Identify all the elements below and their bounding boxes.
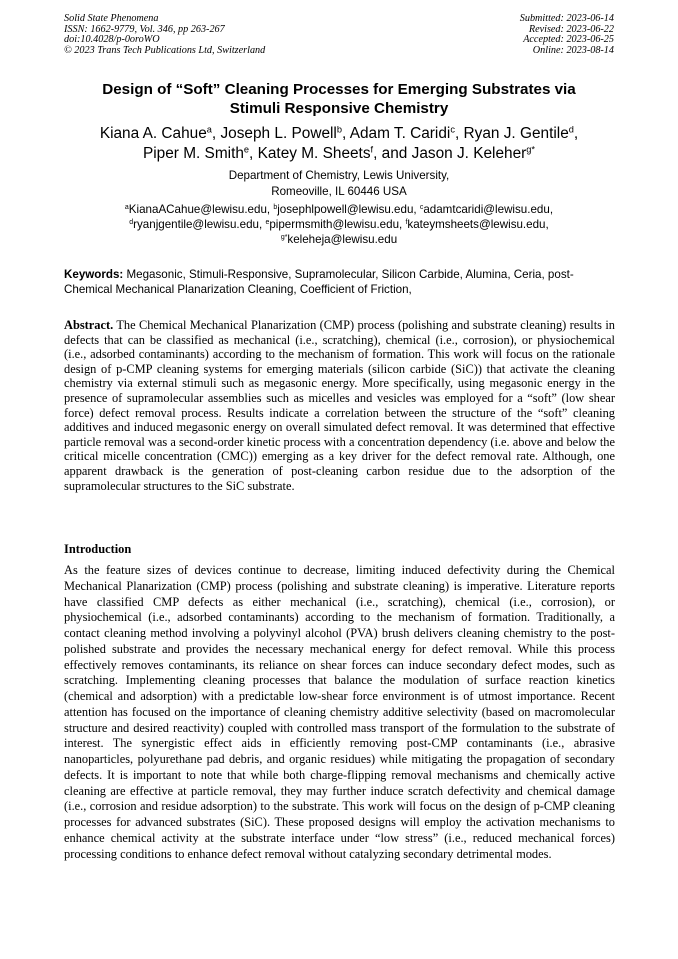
journal-name: Solid State Phenomena <box>64 13 159 24</box>
keywords-label: Keywords: <box>64 268 124 281</box>
author-marker: b <box>336 124 342 135</box>
author <box>412 145 535 162</box>
email-marker: c <box>419 203 424 211</box>
author-text: Joseph L. Powell <box>220 125 337 142</box>
introduction-text: As the feature sizes of devices continue to decrease, limiting induced defectivity during the Chemical Mechanical Planarization (CMP) process (polishing and substrate cleaning) is imperative. Literature reports have classified CMP defects as either mechanical (i.e., scratching), chemical (i.e., corrosion), or physiochemical (i.e., adsorbed contaminants) according to the mechanism of formation. Traditionally, a contact cleaning method involving a polyvinyl alcohol (PVA) brush delivers cleaning chemistry to the post-polished substrate and provides the necessary mechanical energy for defect removal. While this process effectively removes contaminants, its reliance on shear forces can induce secondary defect modes, such as scratching. Implementing cleaning processes that balance the modulation of surface reaction kinetics (chemical and adsorption) with a predictable low-shear force environment is of utmost importance. Recent attention has focused on the importance of cleaning chemistry additive selectivity (based on macromolecular structure and desired reactivity) coupled with controlled mass transport of the formulation to the substrate of interest. The synergistic effect aids in efficiently removing post-CMP contaminants (i.e., abrasive nanoparticles, polyurethane pad debris, and organic residues) while mitigating the propagation of secondary defects. It is important to note that while both charge-flipping removal mechanisms and chemically active cleaning are effective at particle removal, they may further induce scratch defectivity and chemical damage (i.e., corrosion and residue adsorption) to the substrate. This work will focus on the design of p-CMP cleaning processes for advanced substrates (SiC). These proposed designs will employ the activation mechanisms to enhance chemical activity at the substrate interface under “low stress” (i.e., reduced mechanical forces) processing conditions to enhance defect removal without catalyzing secondary detrimental modes. <box>64 563 615 861</box>
email-text: josephlpowell@lewisu.edu <box>277 203 414 216</box>
author <box>220 125 342 142</box>
emails-line: $^a$KianaACahue@lewisu.edu, $^b$josephlpowell@lewisu.edu, $^c$adamtcaridi@lewisu.edu, <box>124 203 554 216</box>
author-marker: c <box>450 124 455 135</box>
author-text: Adam T. Caridi <box>349 125 451 142</box>
email-marker: f <box>405 218 408 226</box>
email-text: keleheja@lewisu.edu <box>287 233 398 246</box>
abstract-label: Abstract. <box>64 318 114 332</box>
copyright: © 2023 Trans Tech Publications Ltd, Switzerland <box>64 44 266 56</box>
submitted-date: Submitted: 2023-06-14 <box>519 13 614 24</box>
title-line: Stimuli Responsive Chemistry <box>229 100 449 117</box>
email-marker: e <box>265 218 270 226</box>
author-list <box>64 124 614 164</box>
accepted-date: Accepted: 2023-06-25 <box>523 34 614 46</box>
doi: doi:10.4028/p-0oroWO <box>64 34 160 46</box>
authors-line: Kiana A. Cahue$^a$, Joseph L. Powell$^b$, Adam T. Caridi$^c$, Ryan J. Gentile$^d$, <box>99 124 579 142</box>
email <box>420 203 550 216</box>
author-marker: g* <box>526 144 536 155</box>
email-text: ryanjgentile@lewisu.edu <box>133 218 259 231</box>
online-date: Online: 2023-08-14 <box>532 44 614 56</box>
email <box>265 218 399 231</box>
title-line: Design of “Soft” Cleaning Processes for Emerging Substrates via <box>102 81 576 98</box>
introduction-heading: Introduction <box>64 542 132 556</box>
email-text: KianaACahue@lewisu.edu <box>128 203 267 216</box>
author-marker: f <box>370 144 374 155</box>
paper-title <box>64 80 614 118</box>
author-emails <box>64 202 614 247</box>
abstract <box>64 318 615 493</box>
author-text: Jason J. Keleher <box>411 145 527 162</box>
affiliation <box>64 168 614 200</box>
emails-line: $^d$ryanjgentile@lewisu.edu, $^e$pipermsmith@lewisu.edu, $^f$kateymsheets@lewisu.edu, <box>129 218 549 231</box>
authors-line: Piper M. Smith$^e$, Katey M. Sheets$^f$, and Jason J. Keleher$^{g*}$ <box>142 144 536 162</box>
email-text: pipermsmith@lewisu.edu <box>269 218 400 231</box>
author-text: Piper M. Smith <box>142 145 244 162</box>
email-marker: b <box>273 203 278 211</box>
emails-line <box>281 233 397 246</box>
author-text: Katey M. Sheets <box>257 145 371 162</box>
affiliation-line: Romeoville, IL 60446 USA <box>271 185 407 198</box>
author <box>350 125 455 142</box>
issn: ISSN: 1662-9779, Vol. 346, pp 263-267 <box>64 23 225 35</box>
author-text: Ryan J. Gentile <box>463 125 569 142</box>
journal-info <box>64 14 265 56</box>
email-marker: d <box>129 218 134 226</box>
author <box>464 125 574 142</box>
submission-dates <box>520 14 614 56</box>
keywords <box>64 267 616 297</box>
email-text: kateymsheets@lewisu.edu <box>407 218 546 231</box>
email <box>273 203 413 216</box>
abstract-text: The Chemical Mechanical Planarization (CMP) process (polishing and substrate cleaning) results in defects that can be classified as mechanical (i.e., scratching), chemical (i.e., corrosion), or physiochemical (i.e., adsorbed contaminants) according to the mechanism of formation. This work will focus on the rationale design of p-CMP cleaning systems for emerging materials (silicon carbide (SiC)) that activate the cleaning chemistry via external stimuli such as megasonic energy. More specifically, using megasonic energy in the presence of supramolecular assemblies such as micelles and vesicles was employed for a “soft” (low shear force) defect removal process. Results indicate a correlation between the structure of the “soft” cleaning additives and induced megasonic energy on overall simulated defect removal. It was determined that effective particle removal was a second-order kinetic process with a concentration dependency (i.e. above and below the critical micelle concentration (CMC)) emerging as a key driver for the defect removal rate. Although, one apparent drawback is the generation of post-cleaning carbon residue due to the adsorption of the supramolecular structures to the SiC substrate. <box>64 318 615 493</box>
email <box>405 218 545 231</box>
keywords-text: Megasonic, Stimuli-Responsive, Supramolecular, Silicon Carbide, Alumina, Ceria, post-Chemical Mechanical Planarization Cleaning, Coefficient of Friction, <box>64 268 574 296</box>
author-marker: e <box>243 144 250 155</box>
email-text: adamtcaridi@lewisu.edu <box>423 203 550 216</box>
email-marker: g* <box>280 233 288 241</box>
email-marker: a <box>124 203 129 211</box>
affiliation-line: Department of Chemistry, Lewis University, <box>228 169 450 182</box>
author <box>258 145 374 162</box>
author-text: Kiana A. Cahue <box>99 125 207 142</box>
email <box>129 218 259 231</box>
author-marker: a <box>206 124 212 135</box>
revised-date: Revised: 2023-06-22 <box>528 23 614 35</box>
email <box>281 233 397 246</box>
email <box>125 203 267 216</box>
author <box>100 125 212 142</box>
author <box>143 145 249 162</box>
author-marker: d <box>568 124 574 135</box>
